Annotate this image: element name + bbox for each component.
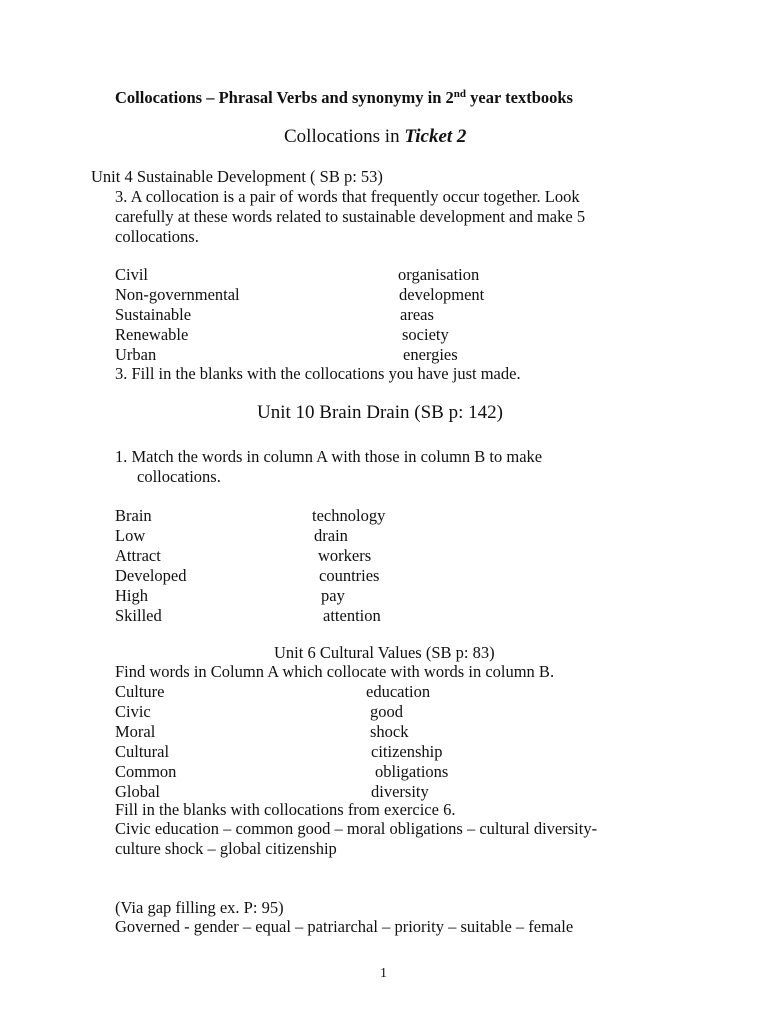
gap-filling-words: Governed - gender – equal – patriarchal – priority – suitable – female bbox=[115, 917, 574, 936]
list-item: areas bbox=[400, 305, 434, 324]
list-item: diversity bbox=[371, 782, 429, 801]
list-item: countries bbox=[319, 566, 380, 585]
unit4-heading: Unit 4 Sustainable Development ( SB p: 53) bbox=[91, 167, 383, 186]
list-item: education bbox=[366, 682, 431, 701]
unit10-heading: Unit 10 Brain Drain (SB p: 142) bbox=[257, 402, 503, 423]
list-item: good bbox=[370, 702, 403, 721]
unit10-column-a bbox=[115, 506, 186, 626]
list-item: Brain bbox=[115, 506, 152, 525]
list-item: obligations bbox=[375, 762, 449, 781]
unit6-answers-line: Civic education – common good – moral obligations – cultural diversity- bbox=[115, 819, 598, 838]
unit6-column-b bbox=[366, 682, 448, 802]
document-subtitle bbox=[284, 127, 466, 147]
list-item: technology bbox=[312, 506, 386, 525]
list-item: Civil bbox=[115, 265, 149, 284]
subtitle-emphasis: Ticket 2 bbox=[404, 126, 467, 147]
unit6-instruction: Find words in Column A which collocate with words in column B. bbox=[115, 662, 555, 681]
list-item: Skilled bbox=[115, 606, 162, 625]
list-item: Civic bbox=[115, 702, 151, 721]
unit10-instruction-line: 1. Match the words in column A with those in column B to make bbox=[115, 447, 543, 466]
list-item: Common bbox=[115, 762, 177, 781]
list-item: development bbox=[399, 285, 485, 304]
list-item: pay bbox=[321, 586, 345, 605]
unit6-heading: Unit 6 Cultural Values (SB p: 83) bbox=[274, 643, 495, 662]
list-item: Urban bbox=[115, 345, 157, 364]
document-title bbox=[115, 88, 573, 108]
list-item: Attract bbox=[115, 546, 161, 565]
list-item: Developed bbox=[115, 566, 187, 585]
unit10-instruction-line: collocations. bbox=[137, 467, 221, 486]
list-item: drain bbox=[314, 526, 348, 545]
list-item: Cultural bbox=[115, 742, 170, 761]
unit6-answers-line: culture shock – global citizenship bbox=[115, 839, 337, 858]
unit4-instruction-line: 3. A collocation is a pair of words that frequently occur together. Look bbox=[115, 187, 580, 206]
gap-filling-heading: (Via gap filling ex. P: 95) bbox=[115, 898, 284, 917]
list-item: attention bbox=[323, 606, 381, 625]
list-item: High bbox=[115, 586, 148, 605]
unit4-instruction-line: collocations. bbox=[115, 227, 199, 246]
list-item: society bbox=[402, 325, 449, 344]
list-item: workers bbox=[318, 546, 372, 565]
list-item: Non-governmental bbox=[115, 285, 240, 304]
unit6-column-a bbox=[115, 682, 176, 802]
list-item: Global bbox=[115, 782, 160, 801]
list-item: Culture bbox=[115, 682, 165, 701]
list-item: Renewable bbox=[115, 325, 189, 344]
unit4-column-a bbox=[115, 265, 240, 365]
list-item: organisation bbox=[398, 265, 480, 284]
unit4-column-b bbox=[398, 265, 484, 365]
list-item: Sustainable bbox=[115, 305, 192, 324]
subtitle-text: Collocations in bbox=[284, 126, 405, 147]
unit4-instruction-line: carefully at these words related to sustainable development and make 5 bbox=[115, 207, 586, 226]
list-item: energies bbox=[403, 345, 458, 364]
unit4-task: 3. Fill in the blanks with the collocations you have just made. bbox=[115, 364, 521, 383]
list-item: citizenship bbox=[371, 742, 443, 761]
unit6-fill-instruction: Fill in the blanks with collocations from exercice 6. bbox=[115, 800, 456, 819]
list-item: shock bbox=[370, 722, 409, 741]
page-number: 1 bbox=[380, 966, 387, 981]
list-item: Moral bbox=[115, 722, 156, 741]
title-superscript: nd bbox=[453, 88, 467, 100]
title-text: Collocations – Phrasal Verbs and synonymy in 2 bbox=[115, 88, 454, 107]
unit10-column-b bbox=[312, 506, 385, 626]
title-suffix: year textbooks bbox=[466, 88, 573, 107]
list-item: Low bbox=[115, 526, 146, 545]
